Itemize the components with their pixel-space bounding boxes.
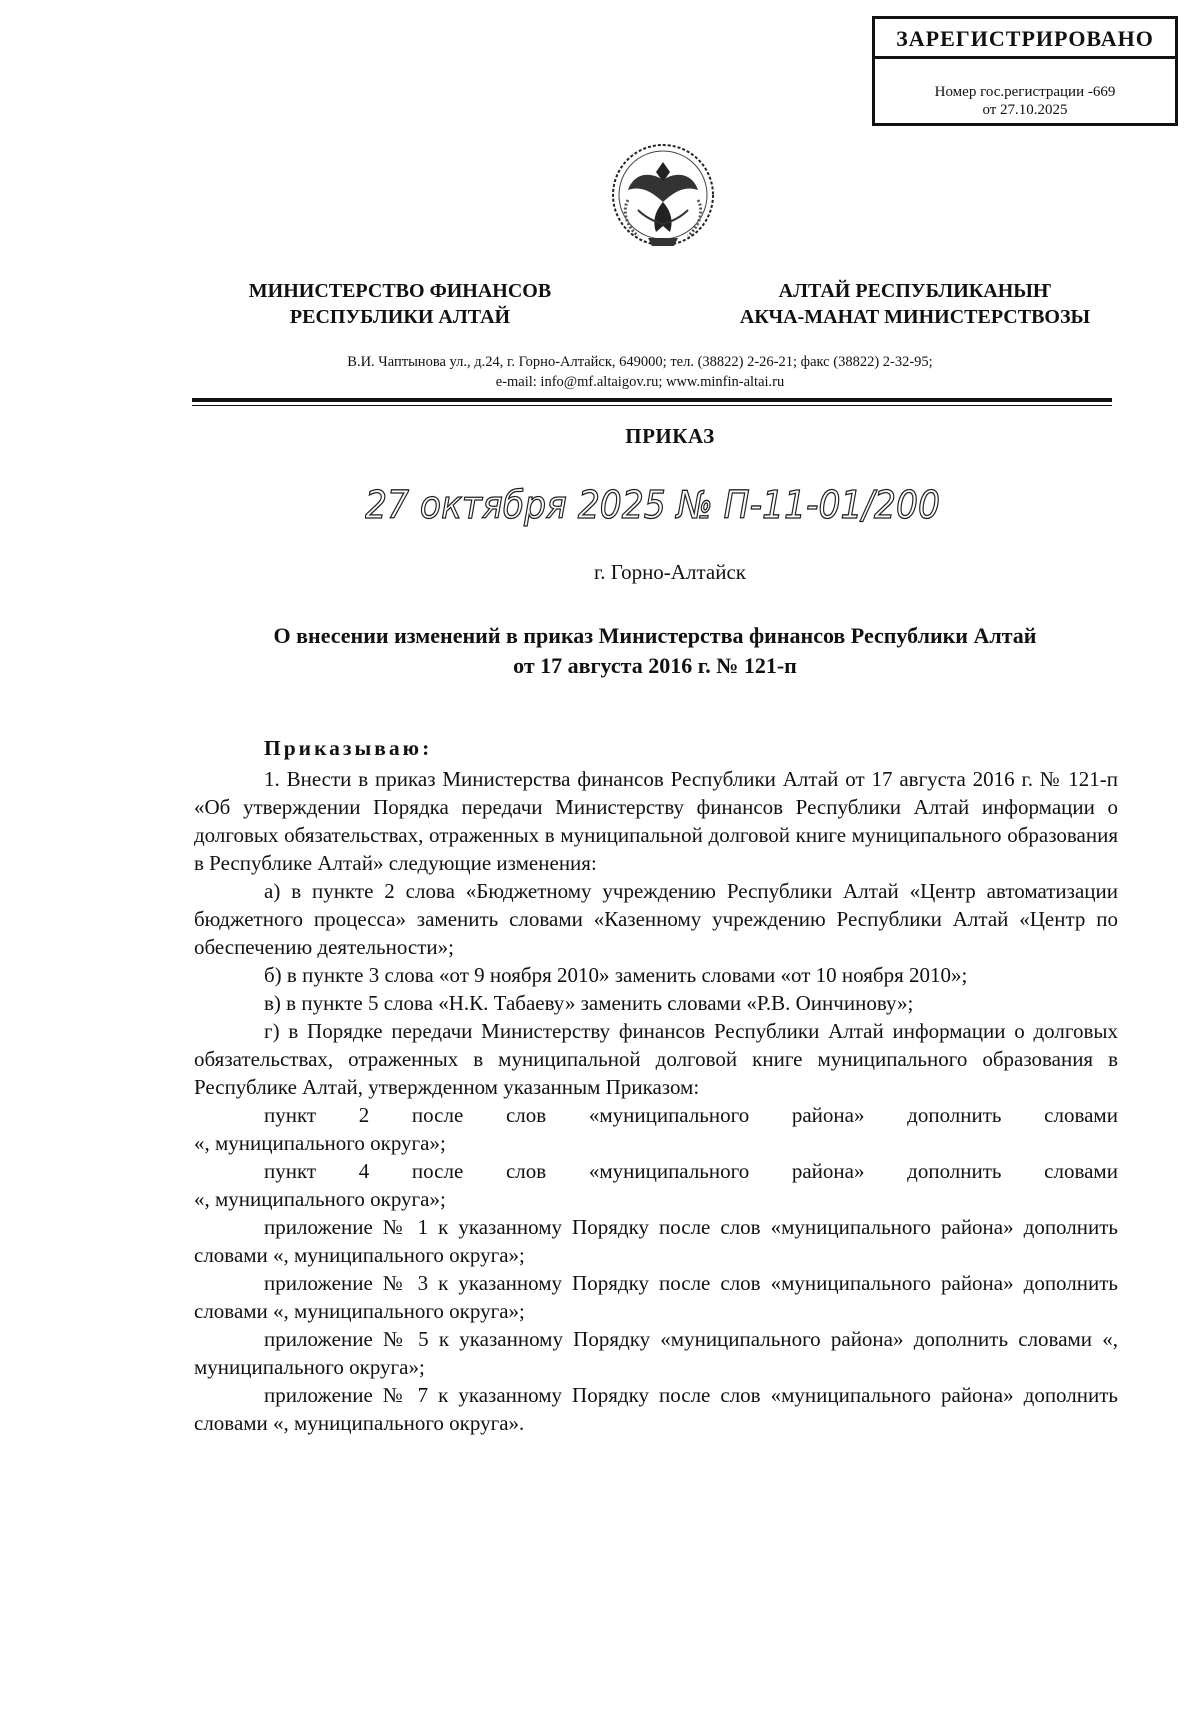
ministry-alt-line2: АКЧА-МАНАТ МИНИСТЕРСТВОЗЫ bbox=[739, 306, 1091, 328]
header-divider bbox=[192, 398, 1112, 402]
word: словами bbox=[1044, 1159, 1118, 1183]
ministry-name-altai bbox=[720, 278, 1110, 330]
paragraph-g: г) в Порядке передачи Министерству финансов Республики Алтай информации о долговых обязательствах, отраженных в муниципальной долговой книге муниципального образования в Республике Алтай, утвержденном указанным Приказом: bbox=[194, 1019, 1118, 1099]
ministry-address bbox=[180, 352, 1100, 392]
list-item bbox=[194, 1101, 1118, 1129]
word: района» bbox=[791, 1103, 865, 1127]
stamp-registration-date: от 27.10.2025 bbox=[982, 102, 1068, 118]
list-item: приложение № 7 к указанному Порядку после слов «муниципального района» дополнить словами «, муниципального округа». bbox=[194, 1383, 1118, 1435]
word: пункт bbox=[264, 1103, 317, 1127]
stamp-registration-number: Номер гос.регистрации -669 bbox=[934, 84, 1116, 100]
ministry-ru-line1: МИНИСТЕРСТВО ФИНАНСОВ bbox=[248, 280, 552, 302]
stamp-title: ЗАРЕГИСТРИРОВАНО bbox=[875, 23, 1175, 59]
word: после bbox=[411, 1103, 464, 1127]
header-divider-thin bbox=[192, 405, 1112, 406]
list-item: приложение № 1 к указанному Порядку после слов «муниципального района» дополнить словами «, муниципального округа»; bbox=[194, 1215, 1118, 1267]
coat-of-arms-icon bbox=[608, 140, 718, 255]
word: дополнить bbox=[907, 1103, 1002, 1127]
handwritten-text: 27 октября 2025 № П-11-01/200 bbox=[365, 483, 940, 527]
ministry-name-russian bbox=[240, 278, 560, 330]
subject-line1: О внесении изменений в приказ Министерства финансов Республики Алтай bbox=[273, 623, 1037, 648]
document-title: ПРИКАЗ bbox=[625, 424, 715, 448]
list-item-continuation: «, муниципального округа»; bbox=[194, 1131, 446, 1155]
ministry-alt-line1: АЛТАЙ РЕСПУБЛИКАНЫҤ bbox=[778, 280, 1052, 302]
list-item bbox=[194, 1157, 1118, 1185]
list-item: приложение № 3 к указанному Порядку после слов «муниципального района» дополнить словами «, муниципального округа»; bbox=[194, 1271, 1118, 1323]
city-line: г. Горно-Алтайск bbox=[594, 560, 746, 584]
list-item-continuation: «, муниципального округа»; bbox=[194, 1187, 446, 1211]
word: пункт bbox=[264, 1159, 317, 1183]
order-subject bbox=[195, 621, 1115, 681]
word: словами bbox=[1044, 1103, 1118, 1127]
word: «муниципального bbox=[588, 1159, 750, 1183]
word: «муниципального bbox=[588, 1103, 750, 1127]
contact-line: e-mail: info@mf.altaigov.ru; www.minfin-altai.ru bbox=[495, 374, 785, 390]
word: района» bbox=[791, 1159, 865, 1183]
subject-line2: от 17 августа 2016 г. № 121-п bbox=[513, 653, 797, 678]
handwritten-date-number bbox=[365, 470, 955, 542]
body-heading: Приказываю: bbox=[264, 736, 433, 760]
word: после bbox=[411, 1159, 464, 1183]
paragraph-a: а) в пункте 2 слова «Бюджетному учреждению Республики Алтай «Центр автоматизации бюджетного процесса» заменить словами «Казенному учреждению Республики Алтай «Центр по обеспечению деятельности»; bbox=[194, 879, 1118, 959]
address-line: В.И. Чаптынова ул., д.24, г. Горно-Алтайск, 649000; тел. (38822) 2-26-21; факс (38822) 2-32-95; bbox=[347, 354, 933, 370]
registration-stamp bbox=[872, 16, 1178, 126]
word: 2 bbox=[358, 1103, 370, 1127]
word: слов bbox=[505, 1159, 547, 1183]
word: слов bbox=[505, 1103, 547, 1127]
order-body bbox=[194, 734, 1118, 1437]
paragraph-1: 1. Внести в приказ Министерства финансов Республики Алтай от 17 августа 2016 г. № 121-п «Об утверждении Порядка передачи Министерству финансов Республики Алтай информации о долговых обязательствах, отраженных в муниципальной долговой книге муниципального образования в Республике Алтай» следующие изменения: bbox=[194, 767, 1118, 875]
paragraph-b: б) в пункте 3 слова «от 9 ноября 2010» заменить словами «от 10 ноября 2010»; bbox=[264, 963, 968, 987]
word: дополнить bbox=[907, 1159, 1002, 1183]
paragraph-v: в) в пункте 5 слова «Н.К. Табаеву» заменить словами «Р.В. Оинчинову»; bbox=[264, 991, 914, 1015]
word: 4 bbox=[358, 1159, 370, 1183]
list-item: приложение № 5 к указанному Порядку «муниципального района» дополнить словами «, муниципального округа»; bbox=[194, 1327, 1118, 1379]
ministry-ru-line2: РЕСПУБЛИКИ АЛТАЙ bbox=[289, 306, 511, 328]
